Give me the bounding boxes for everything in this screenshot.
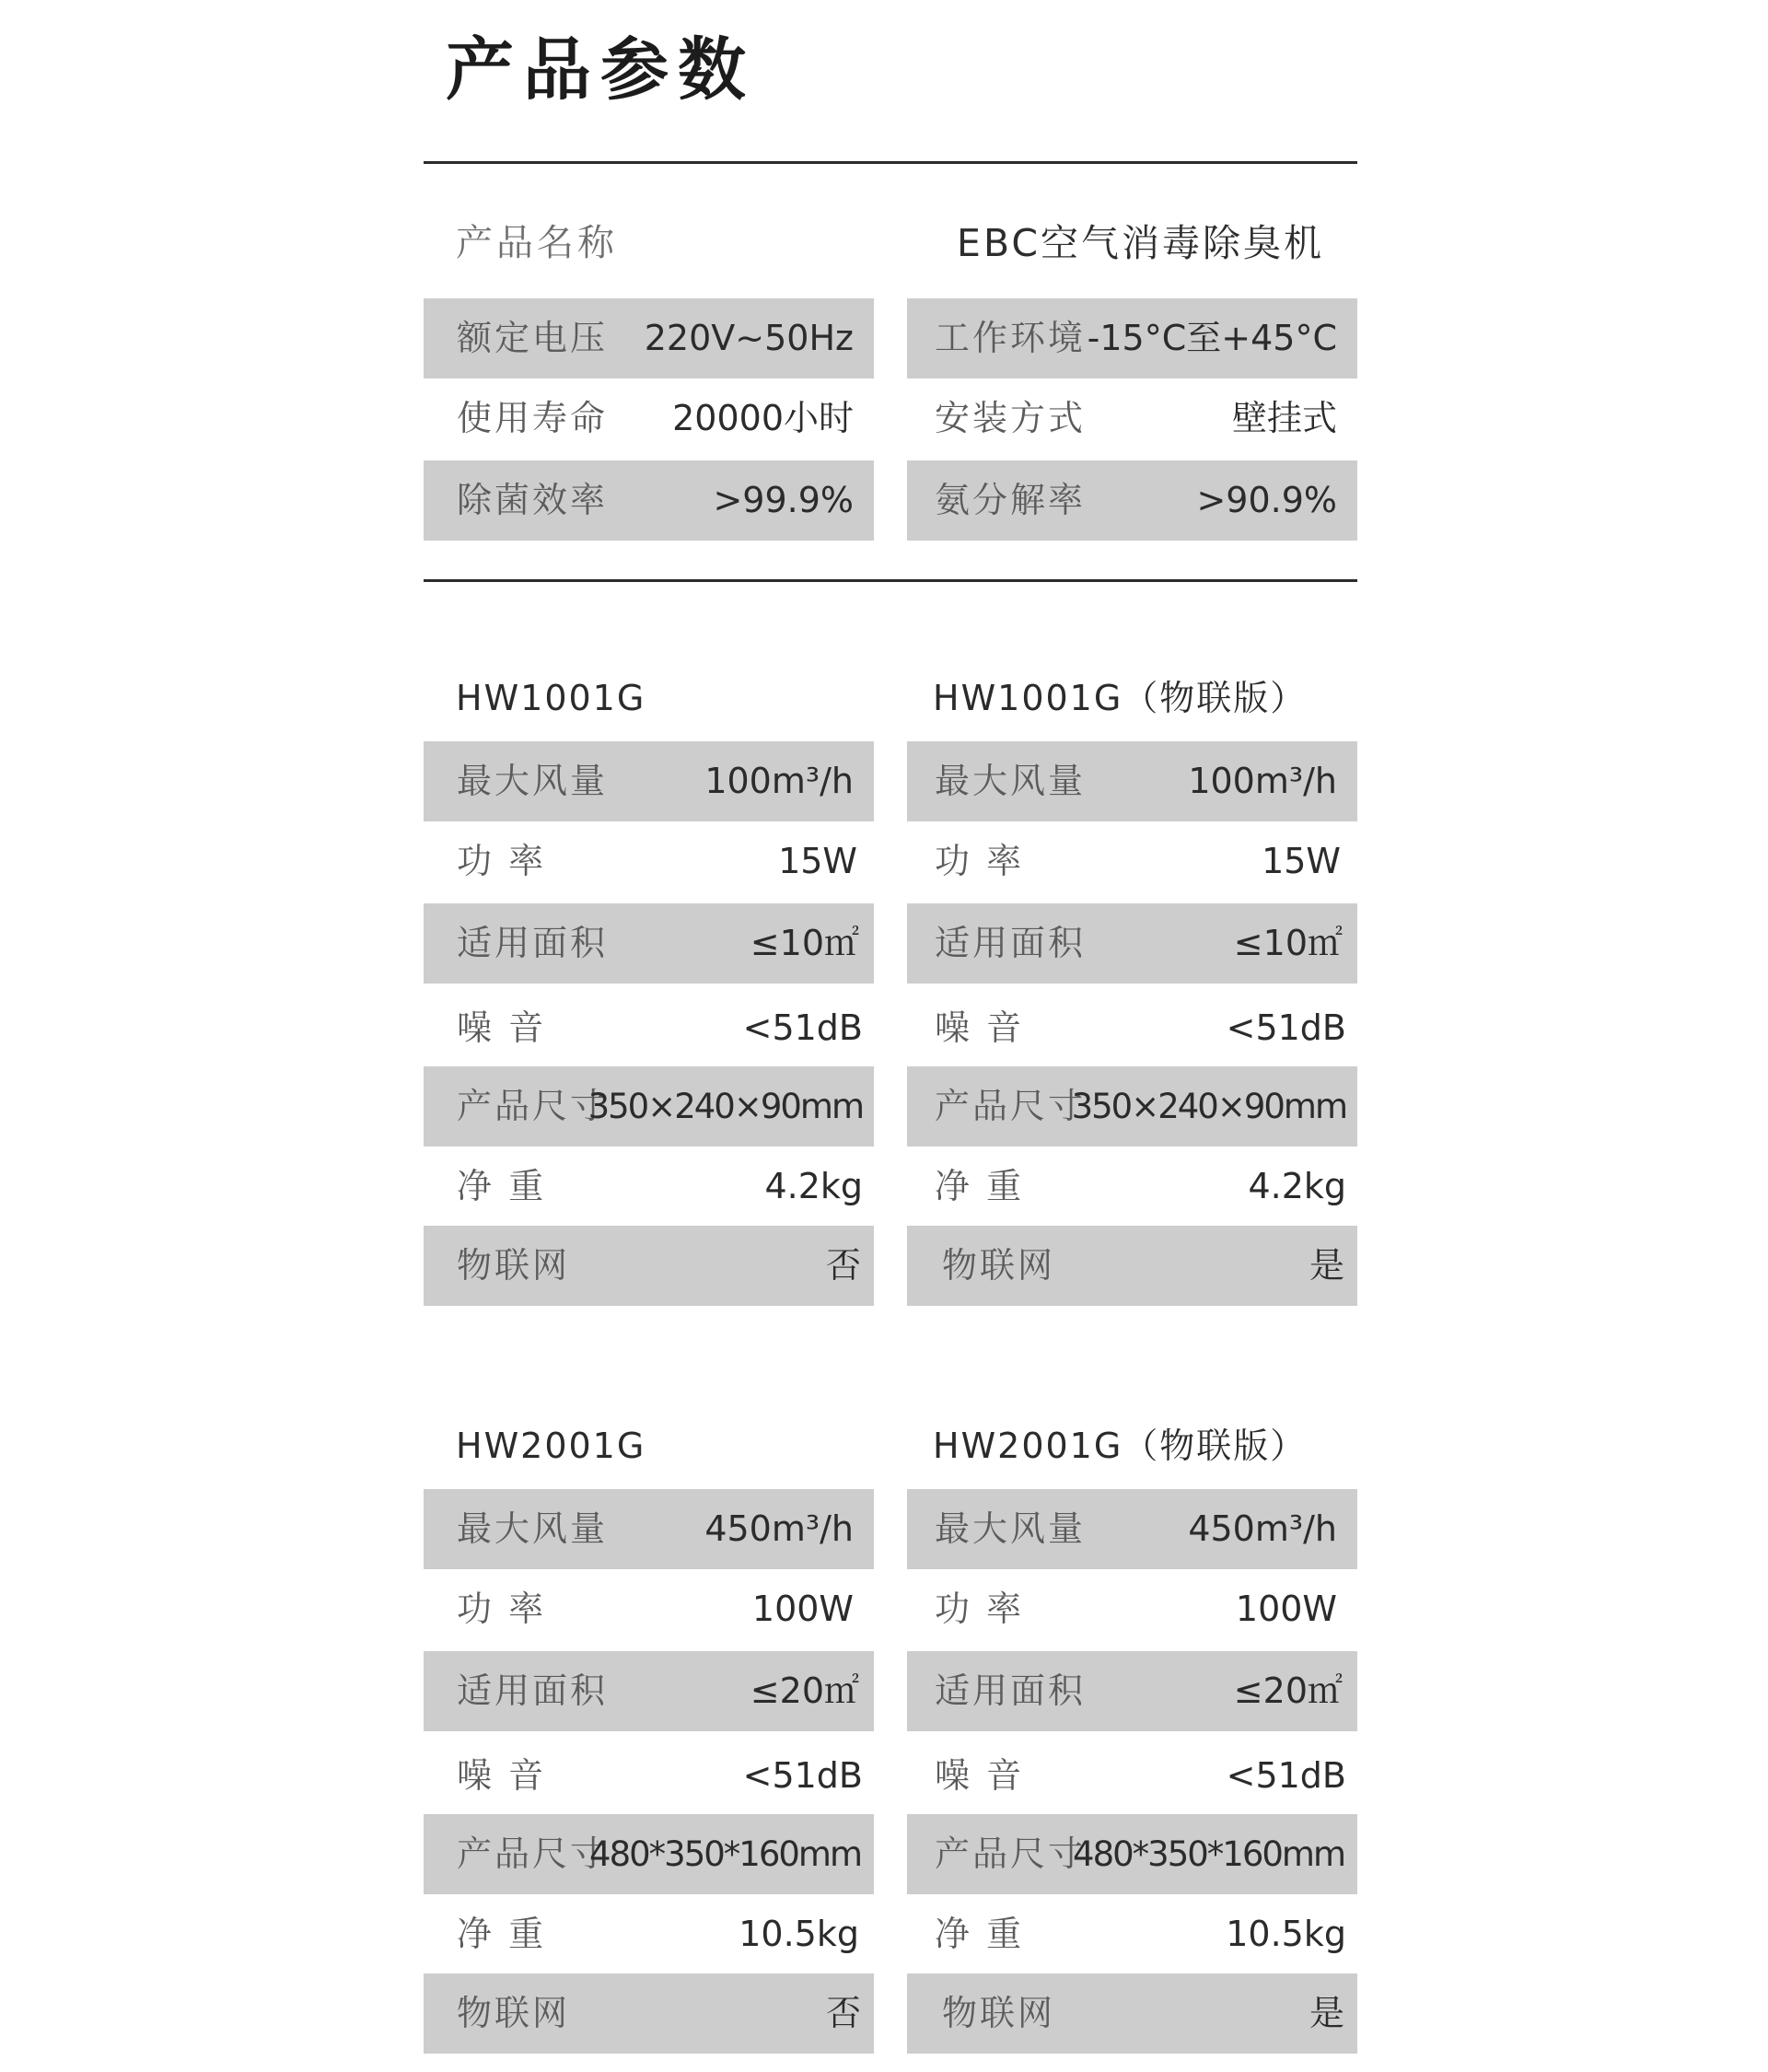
spec-cell	[907, 741, 1357, 821]
spec-value: 是	[1309, 1245, 1344, 1286]
spec-key: 物联网	[942, 1245, 1056, 1286]
spec-key: 额定电压	[457, 318, 609, 358]
spec-value: 10.5kg	[1226, 1914, 1346, 1954]
spec-cell	[907, 1814, 1357, 1894]
spec-value: 是	[1309, 1993, 1344, 2033]
spec-cell	[424, 1894, 874, 1974]
spec-value: 100m³/h	[1188, 761, 1337, 801]
spec-value: <51dB	[1226, 1007, 1346, 1048]
spec-key: 噪 音	[457, 1755, 547, 1796]
spec-key: 净 重	[457, 1914, 547, 1954]
spec-value: ≤20㎡	[750, 1670, 859, 1711]
spec-cell	[424, 821, 874, 902]
spec-cell	[424, 1226, 874, 1306]
spec-value: 450m³/h	[704, 1508, 854, 1549]
model-name-left: HW1001G	[456, 678, 646, 718]
spec-cell	[907, 1489, 1357, 1569]
spec-key: 噪 音	[457, 1007, 547, 1048]
spec-key: 物联网	[457, 1993, 571, 2033]
spec-value: ≤10㎡	[750, 923, 859, 963]
spec-value: -15°C至+45°C	[1087, 318, 1337, 358]
spec-cell	[907, 1736, 1357, 1816]
spec-key: 功 率	[935, 1589, 1025, 1629]
spec-key: 物联网	[942, 1993, 1056, 2033]
spec-value: ≤20㎡	[1233, 1670, 1343, 1711]
spec-cell	[907, 903, 1357, 984]
product-name-label: 产品名称	[456, 222, 618, 264]
middle-divider	[424, 579, 1357, 582]
spec-cell	[907, 1569, 1357, 1649]
spec-value: 20000小时	[672, 398, 854, 438]
spec-cell-ammonia-rate	[907, 460, 1357, 541]
spec-value: <51dB	[742, 1755, 863, 1796]
spec-cell	[907, 988, 1357, 1068]
top-divider	[424, 161, 1357, 164]
spec-value: 壁挂式	[1231, 398, 1337, 438]
spec-value: 100m³/h	[704, 761, 854, 801]
spec-key: 使用寿命	[457, 398, 609, 438]
spec-key: 安装方式	[935, 398, 1087, 438]
spec-value: ≤10㎡	[1233, 923, 1343, 963]
spec-value: 350×240×90mm	[587, 1087, 863, 1126]
spec-cell	[424, 1651, 874, 1731]
spec-key: 产品尺寸	[457, 1833, 609, 1874]
spec-cell	[907, 1066, 1357, 1147]
spec-cell	[907, 1226, 1357, 1306]
spec-key: 功 率	[457, 841, 547, 881]
spec-cell	[907, 821, 1357, 902]
spec-cell	[907, 1973, 1357, 2054]
spec-key: 工作环境	[935, 318, 1087, 358]
spec-key: 功 率	[935, 841, 1025, 881]
spec-key: 物联网	[457, 1245, 571, 1286]
spec-cell	[424, 988, 874, 1068]
spec-cell	[424, 1489, 874, 1569]
spec-cell-sterilization-rate	[424, 460, 874, 541]
spec-value: 100W	[1235, 1589, 1337, 1629]
spec-value: 10.5kg	[739, 1914, 859, 1954]
spec-key: 净 重	[935, 1914, 1025, 1954]
spec-key: 功 率	[457, 1589, 547, 1629]
spec-cell-service-life	[424, 378, 874, 459]
spec-cell	[907, 1894, 1357, 1974]
spec-key: 适用面积	[935, 1670, 1087, 1711]
spec-key: 氨分解率	[935, 480, 1087, 520]
spec-key: 净 重	[935, 1166, 1025, 1206]
spec-cell	[907, 1147, 1357, 1227]
spec-key: 适用面积	[457, 1670, 609, 1711]
product-name-value: EBC空气消毒除臭机	[957, 221, 1324, 265]
model-name-right: HW2001G（物联版）	[933, 1426, 1308, 1466]
spec-value: 220V~50Hz	[644, 318, 854, 358]
spec-value: 否	[825, 1245, 861, 1286]
spec-key: 产品尺寸	[935, 1086, 1087, 1126]
spec-key: 最大风量	[935, 1508, 1087, 1549]
spec-key: 最大风量	[457, 761, 609, 801]
spec-value: >90.9%	[1196, 480, 1337, 520]
spec-key: 噪 音	[935, 1755, 1025, 1796]
model-name-left: HW2001G	[456, 1426, 646, 1466]
spec-value: 480*350*160mm	[589, 1834, 861, 1874]
spec-value: 4.2kg	[1248, 1166, 1346, 1206]
spec-key: 最大风量	[935, 761, 1087, 801]
spec-cell	[424, 1147, 874, 1227]
spec-value: <51dB	[1226, 1755, 1346, 1796]
spec-cell	[424, 1973, 874, 2054]
spec-value: 15W	[1262, 841, 1341, 881]
spec-cell	[424, 1569, 874, 1649]
spec-key: 适用面积	[457, 923, 609, 963]
spec-value: 否	[825, 1993, 861, 2033]
spec-cell	[424, 1814, 874, 1894]
spec-value: >99.9%	[713, 480, 854, 520]
page-title: 产品参数	[446, 30, 755, 110]
spec-key: 适用面积	[935, 923, 1087, 963]
spec-value: <51dB	[742, 1007, 863, 1048]
spec-key: 最大风量	[457, 1508, 609, 1549]
spec-value: 4.2kg	[764, 1166, 863, 1206]
spec-value: 480*350*160mm	[1073, 1834, 1344, 1874]
spec-cell	[424, 903, 874, 984]
spec-value: 15W	[778, 841, 857, 881]
spec-key: 产品尺寸	[935, 1833, 1087, 1874]
spec-cell-working-environment	[907, 298, 1357, 378]
spec-cell	[907, 1651, 1357, 1731]
spec-value: 100W	[751, 1589, 854, 1629]
spec-cell-installation	[907, 378, 1357, 459]
spec-cell	[424, 1736, 874, 1816]
model-name-right: HW1001G（物联版）	[933, 678, 1308, 718]
spec-key: 产品尺寸	[457, 1086, 609, 1126]
spec-cell	[424, 1066, 874, 1147]
spec-value: 350×240×90mm	[1071, 1087, 1346, 1126]
spec-value: 450m³/h	[1188, 1508, 1337, 1549]
spec-key: 除菌效率	[457, 480, 609, 520]
spec-cell	[424, 741, 874, 821]
spec-key: 噪 音	[935, 1007, 1025, 1048]
spec-cell-rated-voltage	[424, 298, 874, 378]
spec-key: 净 重	[457, 1166, 547, 1206]
